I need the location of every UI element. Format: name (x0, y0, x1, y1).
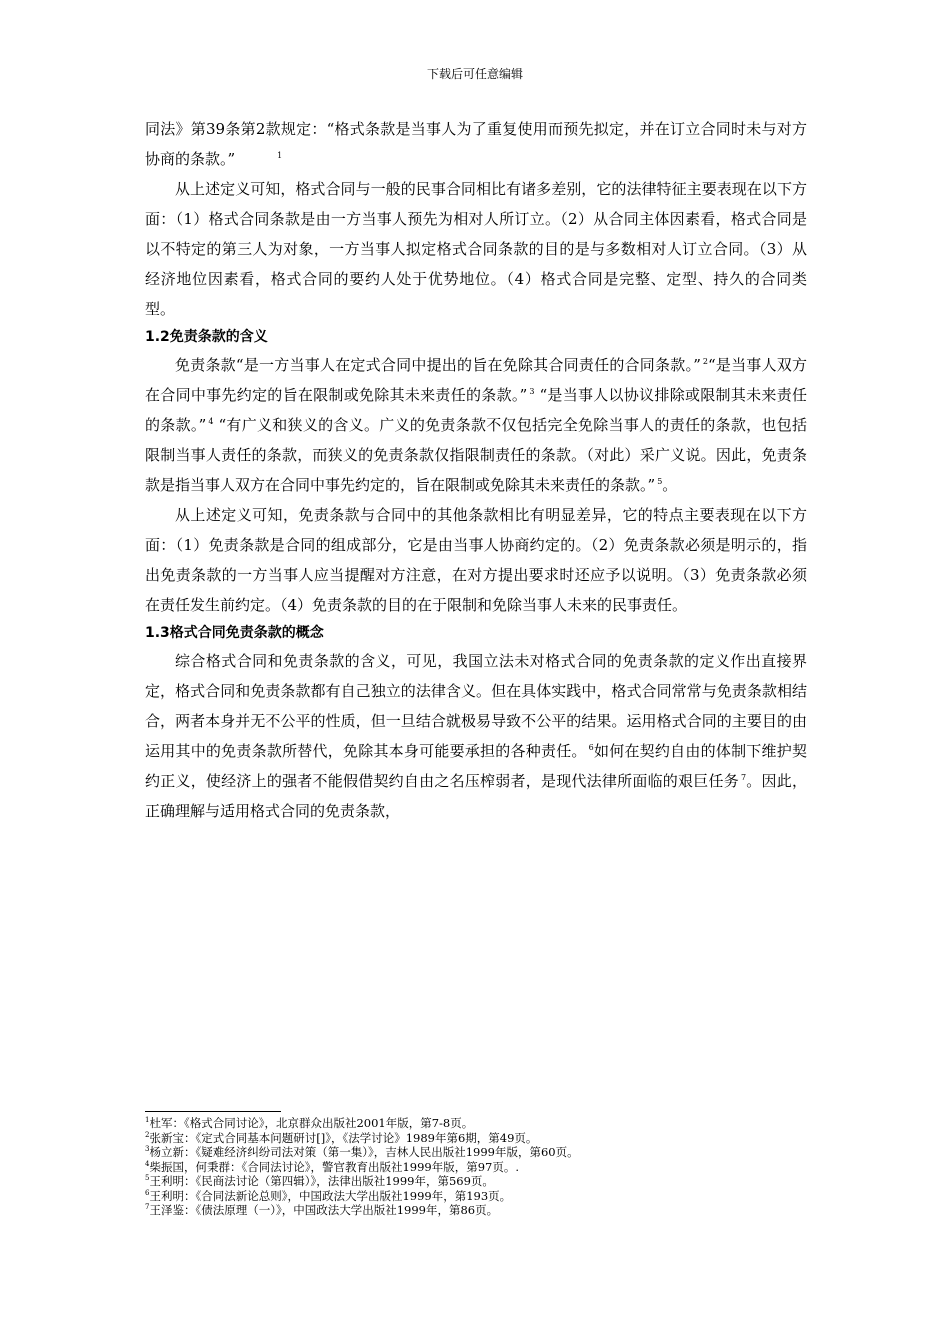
paragraph-text: 。 (662, 476, 678, 494)
paragraph-text: 从上述定义可知，格式合同与一般的民事合同相比有诸多差别，它的法律特征主要表现在以下方面：（1）格式合同条款是由一方当事人预先为相对人所订立。（2）从合同主体因素看，格式合同是以不特定的第三人为对象，一方当事人拟定格式合同条款的目的是与多数相对人订立合同。（3）从经济地位因素看，格式合同的要约人处于优势地位。（4）格式合同是完整、定型、持久的合同类型。 (145, 180, 807, 318)
paragraph-format-contract-features (145, 174, 807, 324)
footnotes (145, 1116, 807, 1218)
paragraph-text: “有广义和狭义的含义。广义的免责条款不仅包括完全免除当事人的责任的条款，也包括限制当事人责任的条款，而狭义的免责条款仅指限制责任的条款。（对此）采广义说。因此，免责条款是指当事人双方在合同中事先约定的，旨在限制或免除其未来责任的条款。” (145, 416, 807, 494)
paragraph-text: 免责条款“是一方当事人在定式合同中提出的旨在免除其合同责任的合同条款。” (175, 356, 701, 374)
footnote: $^1$杜军：《格式合同讨论》，北京群众出版社2001年版，第7-8页。 (145, 1116, 474, 1130)
footnote-ref: 4 (208, 417, 214, 426)
document-body (145, 114, 807, 826)
footnote: $^4$柴振国，何秉群：《合同法讨论》，警官教育出版社1999年版，第97页。. (145, 1159, 520, 1174)
paragraph-concept (145, 646, 807, 826)
footnote: $^6$王利明：《合同法新论总则》，中国政法大学出版社1999年，第193页。 (145, 1188, 512, 1203)
paragraph-text: 从上述定义可知，免责条款与合同中的其他条款相比有明显差异，它的特点主要表现在以下方面：（1）免责条款是合同的组成部分，它是由当事人协商约定的。（2）免责条款必须是明示的，指出免责条款的一方当事人应当提醒对方注意，在对方提出要求时还应予以说明。（3）免责条款必须在责任发生前约定。（4）免责条款的目的在于限制和免除当事人未来的民事责任。 (145, 506, 807, 614)
footnote-ref: 5 (657, 477, 663, 486)
footnote: $^2$张新宝：《定式合同基本问题研讨[]》，《法学讨论》1989年第6期，第49页。 (145, 1130, 538, 1145)
footnote-ref: 1 (277, 151, 283, 160)
paragraph-text: 。因此，正确理解与适用格式合同的免责条款， (145, 772, 807, 820)
page-header: 下载后可任意编辑 (426, 67, 523, 81)
paragraph-text: 综合格式合同和免责条款的含义，可见，我国立法未对格式合同的免责条款的定义作出直接界定，格式合同和免责条款都有自己独立的法律含义。但在具体实践中，格式合同常常与免责条款相结合，两者本身并无不公平的性质，但一旦结合就极易导致不公平的结果。运用格式合同的主要目的由运用其中的免责条款所替代，免除其本身可能要承担的各种责任。 (145, 652, 807, 760)
footnote-ref: 3 (529, 387, 535, 396)
paragraph-text: “是当事人双方在合同中事先约定的旨在限制或免除其未来责任的条款。” (145, 356, 807, 404)
footnote-ref: 2 (702, 357, 708, 366)
paragraph-exemption-definition (145, 350, 807, 500)
paragraph-definition-quote (145, 114, 807, 174)
paragraph-text: 如何在契约自由的体制下维护契约正义，使经济上的强者不能假借契约自由之名压榨弱者，是现代法律所面临的艰巨任务 (145, 742, 807, 790)
footnote-separator (145, 1111, 281, 1112)
section-heading-1-3: 1.3格式合同免责条款的概念 (145, 625, 324, 641)
footnote: $^5$王利明：《民商法讨论（第四辑）》，法律出版社1999年，第569页。 (145, 1174, 494, 1188)
paragraph-exemption-features (145, 500, 807, 620)
section-heading-1-2: 1.2免责条款的含义 (145, 329, 268, 345)
footnote-ref: 7 (740, 773, 747, 782)
paragraph-text: 同法》第39条第2款规定：“格式条款是当事人为了重复使用而预先拟定，并在订立合同时未与对方协商的条款。” (145, 120, 807, 168)
paragraph-text: “是当事人以协议排除或限制其未来责任的条款。” (145, 386, 807, 434)
footnote: $^7$王泽鉴：《债法原理（一）》，中国政法大学出版社1999年，第86页。 (145, 1203, 499, 1217)
footnote: $^3$杨立新：《疑难经济纠纷司法对策（第一集）》，吉林人民出版社1999年版，第60页。 (145, 1145, 579, 1159)
footnote-ref: 6 (588, 743, 594, 752)
